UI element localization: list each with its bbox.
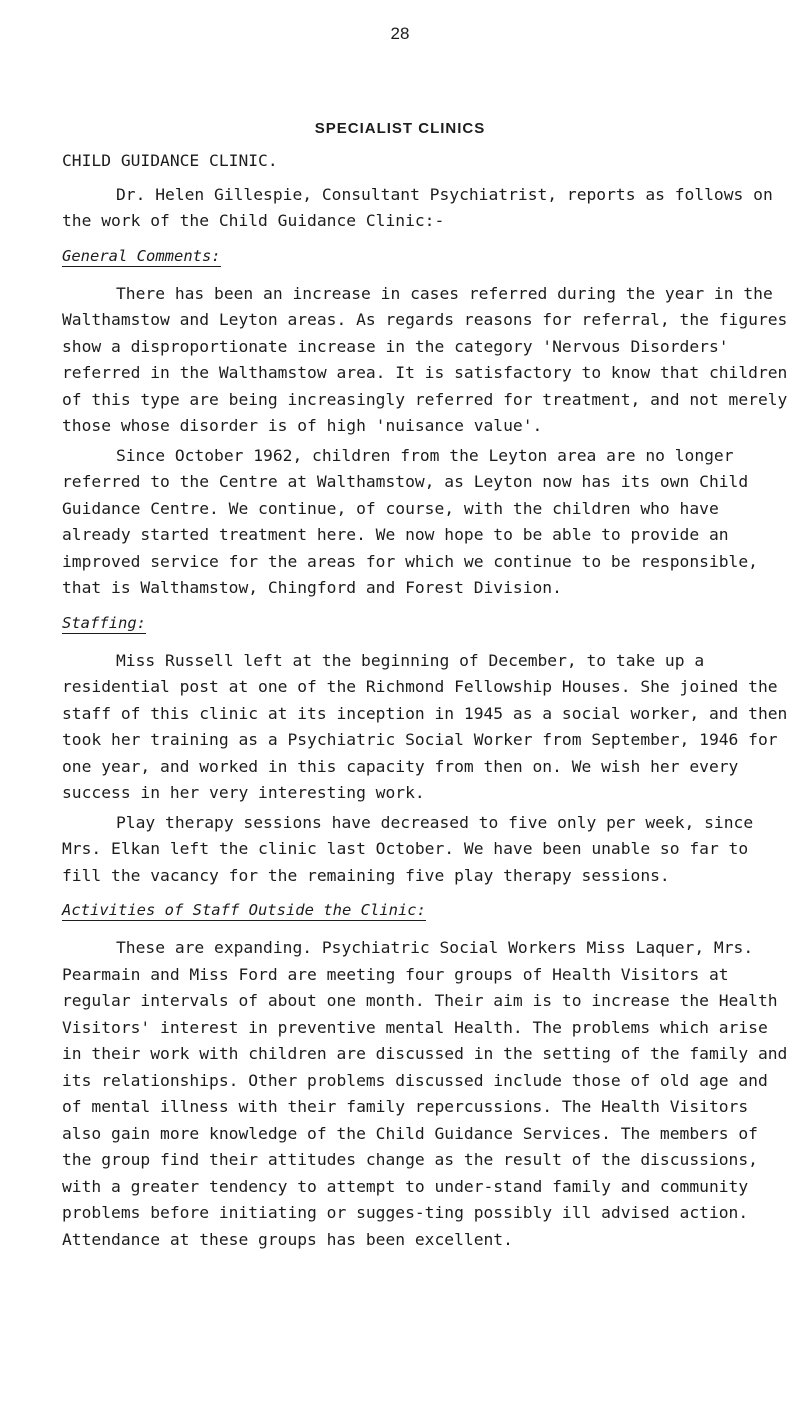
general-paragraph: Since October 1962, children from the Leyton area are no longer referred to the Centre at Walthamstow, as Leyton now has its own Child Guidance Centre. We continue, of course, with the children who have already started treatment here. We now hope to be able to provide an improved service for the areas for which we continue to be responsible, that is Walthamstow, Chingford and Forest Division. <box>62 445 758 597</box>
activities-section <box>62 897 792 923</box>
general-comments-heading: General Comments: <box>62 246 221 265</box>
document-body <box>62 148 792 1256</box>
intro-paragraph: Dr. Helen Gillespie, Consultant Psychiatrist, reports as follows on the work of the Child Guidance Clinic:- <box>62 184 773 230</box>
page-number: 28 <box>390 24 410 43</box>
staffing-section <box>62 610 792 636</box>
staffing-paragraph: Play therapy sessions have decreased to five only per week, since Mrs. Elkan left the clinic last October. We have been unable so far to fill the vacancy for the remaining five play therapy sessions. <box>62 812 754 885</box>
section-title: SPECIALIST CLINICS <box>314 120 486 137</box>
general-comments-section <box>62 243 792 269</box>
general-paragraph: There has been an increase in cases referred during the year in the Walthamstow and Leyton areas. As regards reasons for referral, the figures show a disproportionate increase in the category 'Nervous Disorders' referred in the Walthamstow area. It is satisfactory to know that children of this type are being increasingly referred for treatment, and not merely those whose disorder is of high 'nuisance value'. <box>62 283 788 435</box>
activities-paragraph: These are expanding. Psychiatric Social Workers Miss Laquer, Mrs. Pearmain and Miss Ford are meeting four groups of Health Visitors at regular intervals of about one month. Their aim is to increase the Health Visitors' interest in preventive mental Health. The problems which arise in their work with children are discussed in the setting of the family and its relationships. Other problems discussed include those of old age and of mental illness with their family repercussions. The Health Visitors also gain more knowledge of the Child Guidance Services. The members of the group find their attitudes change as the result of the discussions, with a greater tendency to attempt to under-stand family and community problems before initiating or sugges-ting possibly ill advised action. Attendance at these groups has been excellent. <box>62 938 788 1249</box>
clinic-title: CHILD GUIDANCE CLINIC. <box>62 151 278 170</box>
activities-heading: Activities of Staff Outside the Clinic: <box>62 901 426 919</box>
staffing-heading: Staffing: <box>62 613 146 632</box>
staffing-paragraph: Miss Russell left at the beginning of December, to take up a residential post at one of the Richmond Fellowship Houses. She joined the staff of this clinic at its inception in 1945 as a social worker, and then took her training as a Psychiatric Social Worker from September, 1946 for one year, and worked in this capacity from then on. We wish her every success in her very interesting work. <box>62 650 788 802</box>
